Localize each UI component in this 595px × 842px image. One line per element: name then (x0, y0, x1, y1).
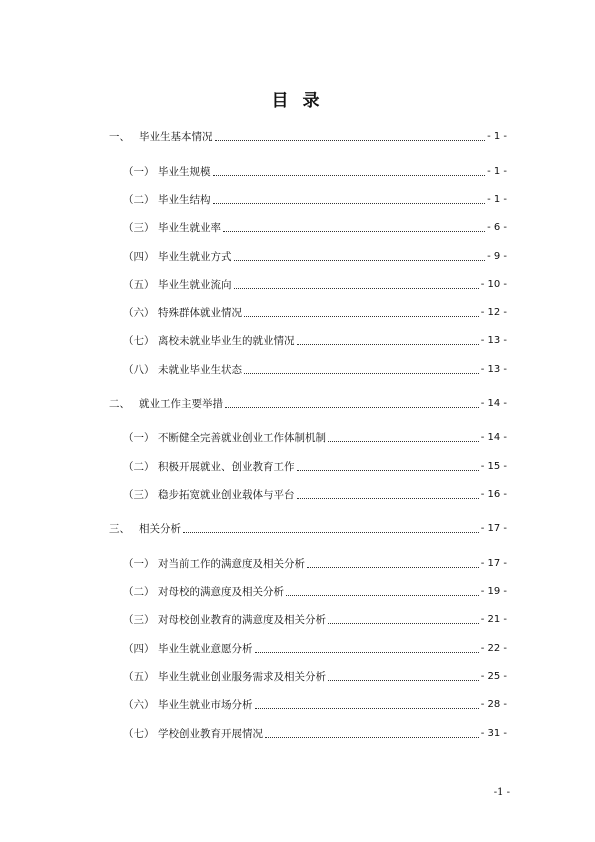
toc-entry-page: - 1 - (487, 194, 507, 205)
toc-entry[interactable] (109, 521, 507, 537)
toc-entry-number: 一、 (109, 131, 130, 143)
toc-entry[interactable] (123, 305, 507, 321)
toc-dot-leader (265, 736, 479, 738)
toc-dot-leader (297, 469, 479, 471)
toc-entry-page: - 16 - (480, 489, 507, 500)
toc-entry-label: 毕业生就业市场分析 (158, 699, 253, 711)
toc-entry[interactable] (123, 669, 507, 685)
toc-entry[interactable] (123, 459, 507, 475)
toc-entry[interactable] (123, 277, 507, 293)
toc-entry-number: （四） (123, 643, 155, 655)
toc-entry-label: 毕业生就业方式 (158, 251, 232, 263)
toc-entry-label: 学校创业教育开展情况 (158, 728, 263, 740)
toc-entry-label: 相关分析 (139, 523, 181, 535)
toc-dot-leader (213, 202, 486, 204)
toc-entry[interactable] (123, 584, 507, 600)
toc-entry-number: （三） (123, 222, 155, 234)
toc-dot-leader (255, 651, 479, 653)
toc-entry-number: （一） (123, 558, 155, 570)
toc-entry-page: - 17 - (480, 558, 507, 569)
toc-entry-page: - 1 - (487, 131, 507, 142)
toc-dot-leader (307, 566, 479, 568)
toc-entry[interactable] (109, 396, 507, 412)
toc-dot-leader (328, 679, 479, 681)
toc-entry-number: （五） (123, 279, 155, 291)
toc-entry-label: 特殊群体就业情况 (158, 307, 242, 319)
toc-entry-number: 二、 (109, 398, 130, 410)
toc-entry-number: （一） (123, 432, 155, 444)
toc-entry[interactable] (123, 192, 507, 208)
toc-dot-leader (328, 622, 479, 624)
toc-entry-label: 毕业生就业创业服务需求及相关分析 (158, 671, 326, 683)
page-number: -1 - (493, 787, 510, 798)
toc-entry-page: - 13 - (480, 335, 507, 346)
toc-entry-page: - 17 - (480, 523, 507, 534)
toc-title: 目 录 (271, 91, 324, 111)
toc-entry-page: - 22 - (480, 643, 507, 654)
toc-entry-number: （三） (123, 489, 155, 501)
toc-entry-number: （六） (123, 699, 155, 711)
toc-entry-label: 毕业生就业流向 (158, 279, 232, 291)
toc-dot-leader (225, 406, 479, 408)
toc-entry-number: （五） (123, 671, 155, 683)
toc-entry-number: （三） (123, 614, 155, 626)
toc-entry[interactable] (123, 430, 507, 446)
toc-dot-leader (223, 230, 485, 232)
toc-entry-page: - 25 - (480, 671, 507, 682)
toc-entry[interactable] (123, 556, 507, 572)
toc-entry-number: 三、 (109, 523, 130, 535)
toc-entry-page: - 15 - (480, 461, 507, 472)
toc-entry-label: 对母校创业教育的满意度及相关分析 (158, 614, 326, 626)
toc-entry-number: （二） (123, 586, 155, 598)
toc-dot-leader (244, 315, 479, 317)
toc-entry[interactable] (123, 641, 507, 657)
toc-entry-page: - 6 - (487, 222, 507, 233)
toc-entry-number: （一） (123, 166, 155, 178)
toc-entry-page: - 10 - (480, 279, 507, 290)
toc-entry-number: （二） (123, 461, 155, 473)
toc-entry-label: 就业工作主要举措 (139, 398, 223, 410)
toc-entry[interactable] (123, 697, 507, 713)
toc-dot-leader (297, 343, 479, 345)
toc-entry-page: - 13 - (480, 364, 507, 375)
toc-dot-leader (244, 372, 479, 374)
toc-entry-label: 对当前工作的满意度及相关分析 (158, 558, 305, 570)
toc-entry-number: （八） (123, 364, 155, 376)
toc-entry[interactable] (123, 726, 507, 742)
toc-entry-number: （四） (123, 251, 155, 263)
toc-entry-page: - 1 - (487, 166, 507, 177)
toc-dot-leader (215, 139, 486, 141)
toc-entry-number: （七） (123, 335, 155, 347)
toc-entry[interactable] (123, 164, 507, 180)
toc-entry-label: 对母校的满意度及相关分析 (158, 586, 284, 598)
toc-entry-page: - 14 - (480, 432, 507, 443)
toc-entry-label: 离校未就业毕业生的就业情况 (158, 335, 295, 347)
toc-entry-page: - 19 - (480, 586, 507, 597)
toc-entry-label: 未就业毕业生状态 (158, 364, 242, 376)
toc-entry-page: - 28 - (480, 699, 507, 710)
toc-entry-label: 稳步拓宽就业创业载体与平台 (158, 489, 295, 501)
toc-entry-label: 毕业生基本情况 (139, 131, 213, 143)
toc-entry-page: - 21 - (480, 614, 507, 625)
toc-dot-leader (213, 174, 486, 176)
toc-dot-leader (183, 531, 479, 533)
toc-entry[interactable] (123, 249, 507, 265)
toc-entry-label: 不断健全完善就业创业工作体制机制 (158, 432, 326, 444)
toc-entry-label: 毕业生结构 (158, 194, 211, 206)
toc-dot-leader (328, 440, 479, 442)
toc-entry-label: 毕业生规模 (158, 166, 211, 178)
toc-dot-leader (234, 287, 479, 289)
toc-entry[interactable] (123, 333, 507, 349)
toc-entry-label: 毕业生就业率 (158, 222, 221, 234)
toc-entry-page: - 9 - (487, 251, 507, 262)
toc-entry-page: - 14 - (480, 398, 507, 409)
toc-entry-label: 积极开展就业、创业教育工作 (158, 461, 295, 473)
toc-dot-leader (286, 594, 479, 596)
toc-entry[interactable] (109, 129, 507, 145)
toc-entry[interactable] (123, 220, 507, 236)
toc-dot-leader (255, 707, 479, 709)
toc-dot-leader (297, 497, 479, 499)
toc-entry-label: 毕业生就业意愿分析 (158, 643, 253, 655)
toc-entry-page: - 12 - (480, 307, 507, 318)
toc-entry[interactable] (123, 487, 507, 503)
toc-entry-number: （二） (123, 194, 155, 206)
toc-entry-number: （七） (123, 728, 155, 740)
toc-entry-page: - 31 - (480, 728, 507, 739)
toc-entry-number: （六） (123, 307, 155, 319)
toc-dot-leader (234, 259, 486, 261)
toc-entry[interactable] (123, 362, 507, 378)
toc-entry[interactable] (123, 612, 507, 628)
